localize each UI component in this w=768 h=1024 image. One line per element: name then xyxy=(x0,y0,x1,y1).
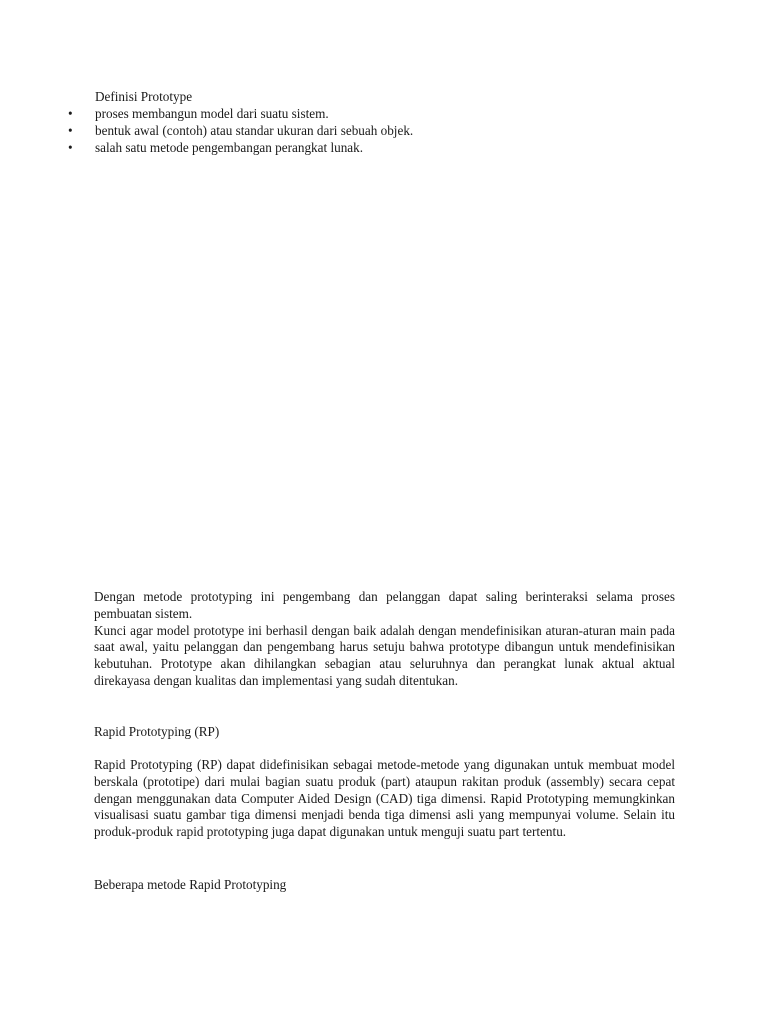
rapid-prototyping-heading: Rapid Prototyping (RP) xyxy=(94,724,220,739)
rapid-prototyping-paragraph: Rapid Prototyping (RP) dapat didefinisikan sebagai metode-metode yang digunakan untuk membuat model berskala (prototipe) dari mulai bagian suatu produk (part) ataupun rakitan produk (assembly) secara cepat dengan menggunakan data Computer Aided Design (CAD) tiga dimensi. Rapid Prototyping memungkinkan visualisasi suatu gambar tiga dimensi menjadi benda tiga dimensi asli yang mempunyai volume. Selain itu produk-produk rapid prototyping juga dapat digunakan untuk menguji suatu part tertentu. xyxy=(94,757,675,840)
definition-heading: Definisi Prototype xyxy=(95,89,193,104)
definition-bullet-list xyxy=(0,105,413,156)
bullet-icon: • xyxy=(68,123,73,138)
prototype-body-section xyxy=(94,589,675,690)
list-item xyxy=(0,122,413,139)
bullet-text: bentuk awal (contoh) atau standar ukuran dari sebuah objek. xyxy=(95,123,414,138)
rapid-prototyping-section xyxy=(94,757,675,841)
bullet-icon: • xyxy=(68,140,73,155)
interaction-paragraph: Dengan metode prototyping ini pengembang dan pelanggan dapat saling berinteraksi selama proses pembuatan sistem. xyxy=(94,589,675,621)
methods-heading: Beberapa metode Rapid Prototyping xyxy=(94,877,287,892)
list-item xyxy=(0,139,413,156)
bullet-text: proses membangun model dari suatu sistem. xyxy=(95,106,329,121)
bullet-text: salah satu metode pengembangan perangkat lunak. xyxy=(95,140,364,155)
key-paragraph: Kunci agar model prototype ini berhasil dengan baik adalah dengan mendefinisikan aturan-aturan main pada saat awal, yaitu pelanggan dan pengembang harus setuju bahwa prototype dibangun untuk mendefinisikan kebutuhan. Prototype akan dihilangkan sebagian atau seluruhnya dan perangkat lunak aktual aktual direkayasa dengan kualitas dan implementasi yang sudah ditentukan. xyxy=(94,622,675,688)
list-item xyxy=(0,105,413,122)
bullet-icon: • xyxy=(68,106,73,121)
